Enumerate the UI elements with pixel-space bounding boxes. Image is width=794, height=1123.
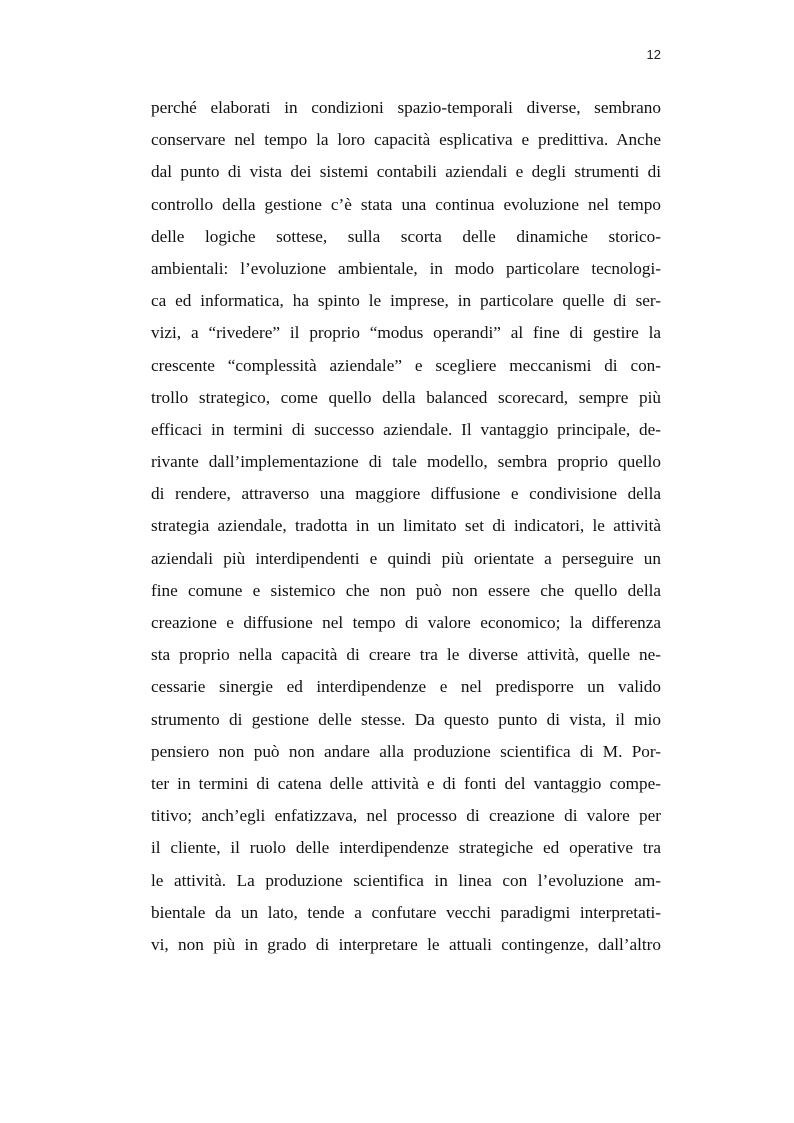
text-line: il cliente, il ruolo delle interdipendenze strategiche ed operative tra [151,838,661,858]
page-number: 12 [646,47,661,62]
text-line: ambientali: l’evoluzione ambientale, in modo particolare tecnologi- [151,258,661,278]
text-line: bientale da un lato, tende a confutare vecchi paradigmi interpretati- [151,902,661,922]
text-line: le attività. La produzione scientifica in linea con l’evoluzione am- [151,870,661,890]
body-paragraph [151,92,661,961]
text-line: ca ed informatica, ha spinto le imprese, in particolare quelle di ser- [151,291,661,311]
text-line: titivo; anch’egli enfatizzava, nel processo di creazione di valore per [151,806,661,826]
text-line: fine comune e sistemico che non può non essere che quello della [151,580,661,600]
text-line: controllo della gestione c’è stata una continua evoluzione nel tempo [151,194,661,214]
text-line: crescente “complessità aziendale” e scegliere meccanismi di con- [151,355,661,375]
text-line: vizi, a “rivedere” il proprio “modus operandi” al fine di gestire la [151,323,661,343]
text-line: aziendali più interdipendenti e quindi più orientate a perseguire un [151,548,661,568]
text-line: ter in termini di catena delle attività e di fonti del vantaggio compe- [151,773,661,793]
text-line: delle logiche sottese, sulla scorta delle dinamiche storico- [151,226,661,246]
text-line: di rendere, attraverso una maggiore diffusione e condivisione della [151,484,661,504]
text-line: sta proprio nella capacità di creare tra le diverse attività, quelle ne- [151,645,661,665]
text-line: perché elaborati in condizioni spazio-temporali diverse, sembrano [151,98,661,117]
text-line: creazione e diffusione nel tempo di valore economico; la differenza [151,613,661,632]
text-line: trollo strategico, come quello della balanced scorecard, sempre più [151,387,661,407]
text-line: vi, non più in grado di interpretare le attuali contingenze, dall’altro [151,934,661,954]
text-line: dal punto di vista dei sistemi contabili aziendali e degli strumenti di [151,162,661,182]
text-line: rivante dall’implementazione di tale modello, sembra proprio quello [151,452,661,472]
text-line: strumento di gestione delle stesse. Da questo punto di vista, il mio [151,709,661,729]
text-line: pensiero non può non andare alla produzione scientifica di M. Por- [151,741,661,761]
text-line: strategia aziendale, tradotta in un limitato set di indicatori, le attività [151,516,661,536]
text-line: conservare nel tempo la loro capacità esplicativa e predittiva. Anche [151,130,661,150]
text-line: efficaci in termini di successo aziendale. Il vantaggio principale, de- [151,419,661,439]
text-line: cessarie sinergie ed interdipendenze e nel predisporre un valido [151,677,661,697]
